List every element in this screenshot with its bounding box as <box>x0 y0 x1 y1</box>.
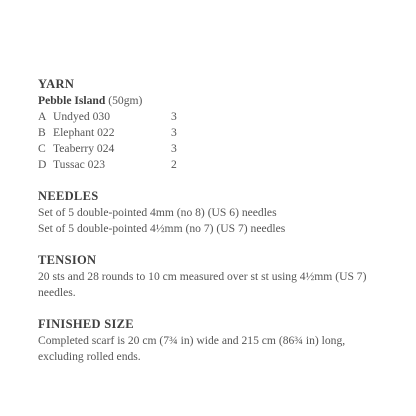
yarn-item-letter: B <box>38 126 46 139</box>
yarn-item <box>38 125 398 141</box>
yarn-heading: YARN <box>38 77 75 91</box>
finished-size-heading: FINISHED SIZE <box>38 317 134 331</box>
yarn-item-desc: Teaberry 024 <box>53 142 115 155</box>
yarn-name-line <box>38 93 398 109</box>
yarn-section <box>38 76 398 173</box>
needles-section <box>38 188 398 237</box>
yarn-item-desc: Undyed 030 <box>53 110 110 123</box>
pattern-materials <box>38 76 398 380</box>
yarn-name: Pebble Island <box>38 94 106 107</box>
finished-size-section <box>38 316 398 365</box>
needles-line: Set of 5 double-pointed 4½mm (no 7) (US 7) needles <box>38 222 286 235</box>
needles-line: Set of 5 double-pointed 4mm (no 8) (US 6) needles <box>38 206 277 219</box>
tension-heading: TENSION <box>38 253 97 267</box>
finished-size-line: excluding rolled ends. <box>38 350 141 363</box>
yarn-item <box>38 109 398 125</box>
yarn-item-letter: D <box>38 158 47 171</box>
yarn-item <box>38 141 398 157</box>
yarn-item-qty: 2 <box>171 158 177 171</box>
yarn-item-desc: Elephant 022 <box>53 126 115 139</box>
yarn-item-qty: 3 <box>171 142 177 155</box>
yarn-item-qty: 3 <box>171 110 177 123</box>
yarn-item-letter: A <box>38 110 47 123</box>
yarn-weight: (50gm) <box>108 94 143 107</box>
tension-line: needles. <box>38 286 76 299</box>
yarn-item <box>38 157 398 173</box>
needles-heading: NEEDLES <box>38 189 99 203</box>
yarn-item-desc: Tussac 023 <box>53 158 106 171</box>
yarn-item-qty: 3 <box>171 126 177 139</box>
tension-section <box>38 252 398 301</box>
finished-size-line: Completed scarf is 20 cm (7¾ in) wide and 215 cm (86¾ in) long, <box>38 334 346 347</box>
yarn-item-letter: C <box>38 142 46 155</box>
tension-line: 20 sts and 28 rounds to 10 cm measured over st st using 4½mm (US 7) <box>38 270 367 283</box>
